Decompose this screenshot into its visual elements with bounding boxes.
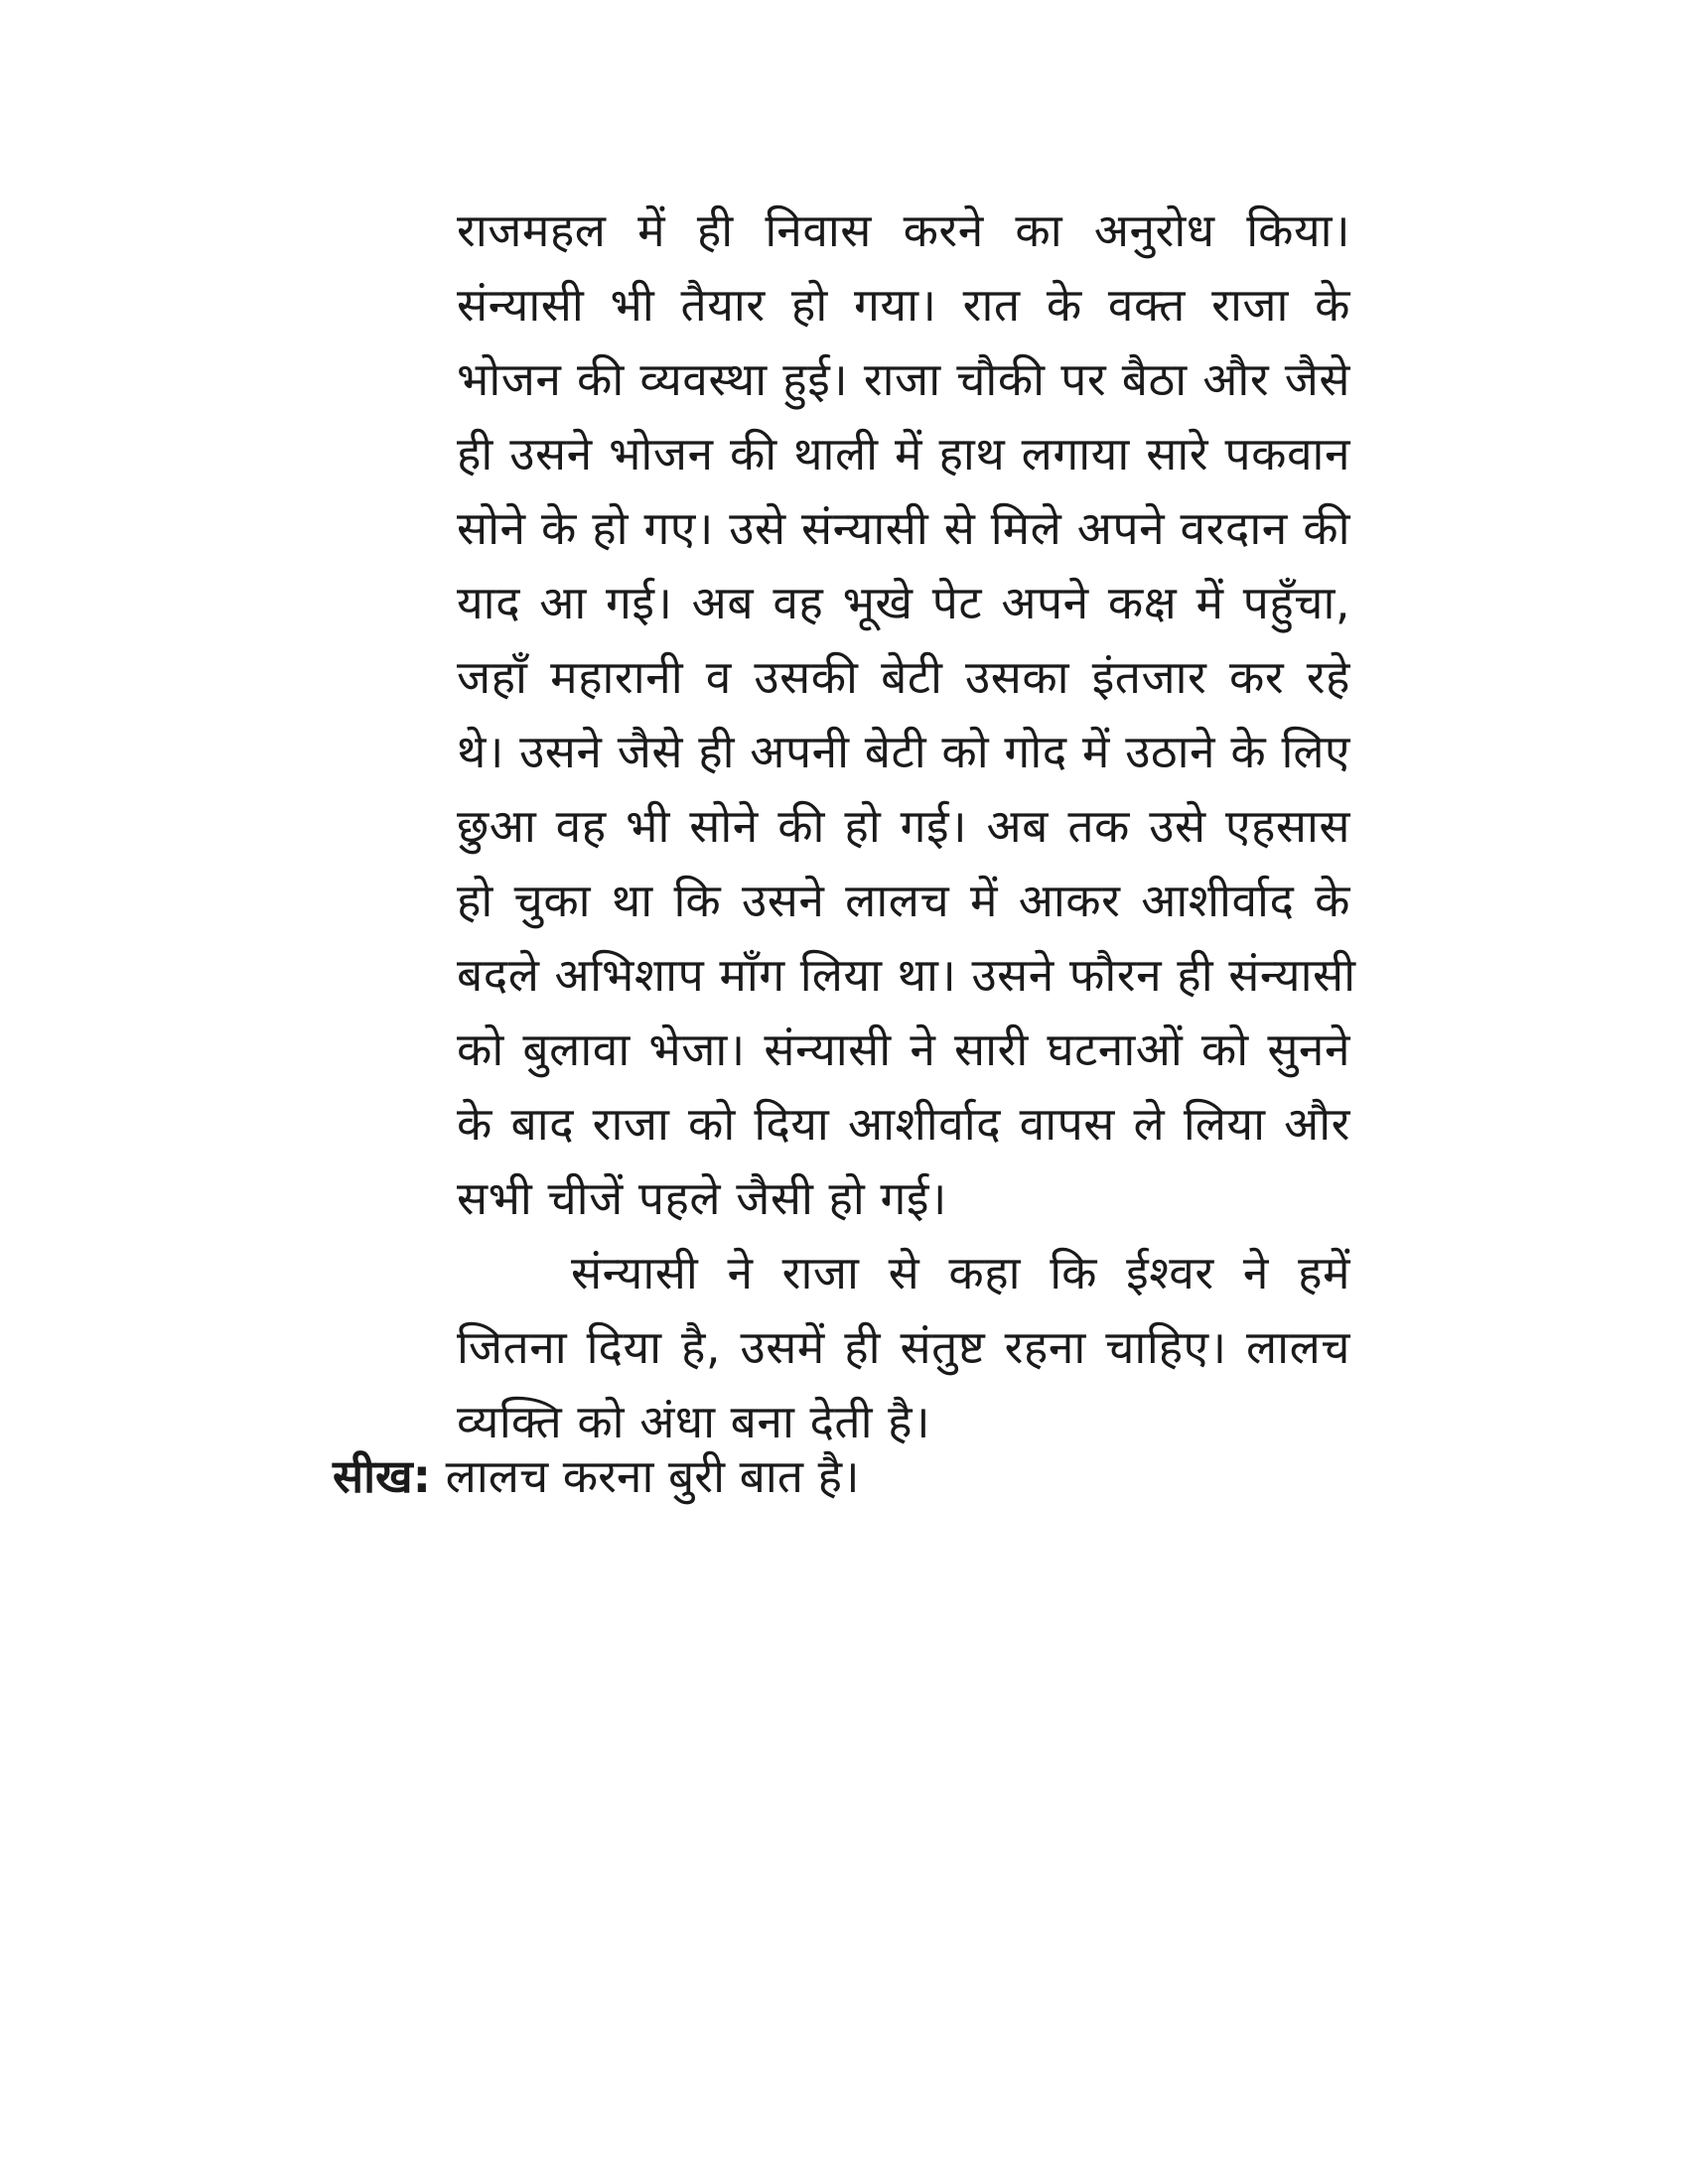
paragraph-line: याद आ गई। अब वह भूखे पेट अपने कक्ष में पहुँचा, [457, 576, 1350, 629]
paragraph-1 [457, 194, 1356, 1236]
paragraph-line: भोजन की व्यवस्था हुई। राजा चौकी पर बैठा और जैसे [457, 352, 1350, 406]
paragraph-line: व्यक्ति को अंधा बना देती है। [457, 1395, 931, 1448]
paragraph-line: सभी चीजें पहले जैसी हो गई। [457, 1171, 947, 1225]
paragraph-line: को बुलावा भेजा। संन्यासी ने सारी घटनाओं को सुनने [457, 1023, 1350, 1076]
story-text [457, 194, 1356, 1459]
paragraph-line: संन्यासी भी तैयार हो गया। रात के वक्त राजा के [457, 278, 1350, 332]
paragraph-line: हो चुका था कि उसने लालच में आकर आशीर्वाद के [457, 874, 1350, 927]
paragraph-line: बदले अभिशाप माँग लिया था। उसने फौरन ही संन्यासी [457, 948, 1356, 1002]
paragraph-line: जितना दिया है, उसमें ही संतुष्ट रहना चाहिए। लालच [457, 1320, 1350, 1374]
paragraph-line: राजमहल में ही निवास करने का अनुरोध किया। [457, 204, 1350, 257]
moral-text: लालच करना बुरी बात है। [445, 1449, 860, 1503]
paragraph-line: सोने के हो गए। उसे संन्यासी से मिले अपने वरदान की [457, 501, 1350, 555]
paragraph-line: थे। उसने जैसे ही अपनी बेटी को गोद में उठाने के लिए [457, 725, 1350, 778]
moral-label: सीख: [333, 1449, 432, 1503]
paragraph-line: ही उसने भोजन की थाली में हाथ लगाया सारे पकवान [457, 427, 1350, 480]
paragraph-line: संन्यासी ने राजा से कहा कि ईश्वर ने हमें [571, 1246, 1350, 1299]
moral-line [333, 1439, 1226, 1514]
paragraph-line: के बाद राजा को दिया आशीर्वाद वापस ले लिया और [457, 1097, 1350, 1151]
paragraph-line: जहाँ महारानी व उसकी बेटी उसका इंतजार कर रहे [457, 650, 1350, 704]
paragraph-2 [457, 1236, 1350, 1459]
paragraph-line: छुआ वह भी सोने की हो गई। अब तक उसे एहसास [457, 799, 1350, 853]
